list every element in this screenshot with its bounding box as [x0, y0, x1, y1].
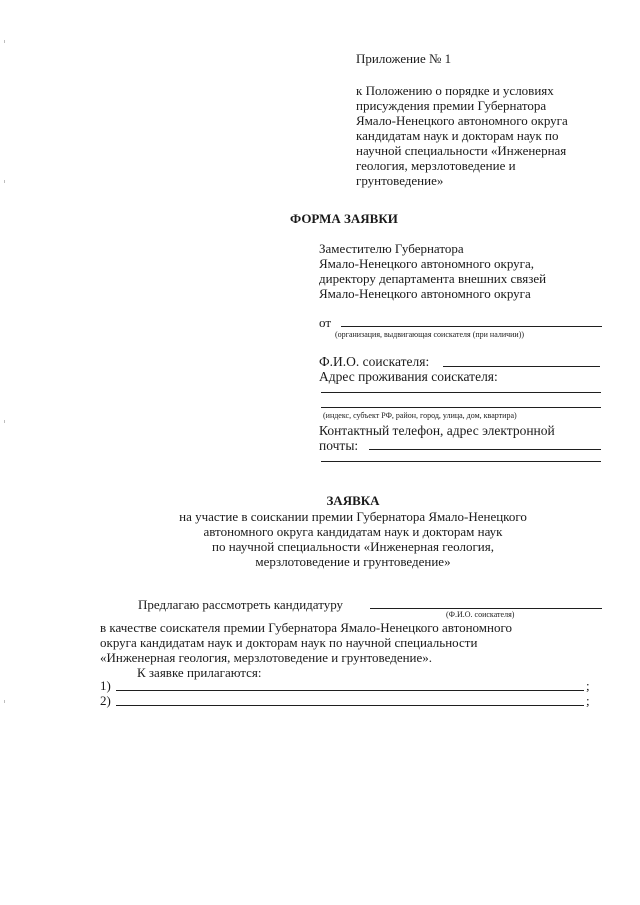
body-paragraph-line: «Инженерная геология, мерзлотоведение и грунтоведение». [100, 650, 433, 665]
body-paragraph-line: округа кандидатам наук и докторам наук по научной специальности [100, 635, 478, 650]
from-hint: (организация, выдвигающая соискателя (при наличии)) [335, 330, 525, 339]
address-field-line[interactable] [321, 407, 601, 408]
applicant-name-field-line[interactable] [443, 366, 600, 367]
application-title: ЗАЯВКА [326, 493, 380, 508]
contact-label: Контактный телефон, адрес электронной [319, 423, 555, 438]
addressee-line: Заместителю Губернатора [319, 241, 464, 256]
addressee-line: Ямало-Ненецкого автономного округа [319, 286, 531, 301]
from-field-line[interactable] [341, 326, 602, 327]
body-paragraph-line: в качестве соискателя премии Губернатора Ямало-Ненецкого автономного [100, 620, 513, 635]
attachment-number: 1) [100, 678, 111, 693]
contact-field-line[interactable] [369, 449, 601, 450]
application-subtitle-line: на участие в соискании премии Губернатора Ямало-Ненецкого [179, 509, 527, 524]
appendix-line: кандидатам наук и докторам наук по [356, 128, 559, 143]
scan-edge-mark [4, 180, 5, 183]
attachment-end: ; [586, 678, 590, 693]
candidate-name-field-line[interactable] [370, 608, 602, 609]
scan-edge-mark [4, 420, 5, 423]
contact-field-line[interactable] [321, 461, 601, 462]
applicant-name-label: Ф.И.О. соискателя: [319, 354, 430, 369]
addressee-line: Ямало-Ненецкого автономного округа, [319, 256, 535, 271]
appendix-line: научной специальности «Инженерная [356, 143, 567, 158]
attachment-field-line[interactable] [116, 690, 584, 691]
application-subtitle-line: по научной специальности «Инженерная геология, [211, 539, 494, 554]
address-hint: (индекс, субъект РФ, район, город, улица, дом, квартира) [323, 411, 517, 420]
appendix-line: Ямало-Ненецкого автономного округа [356, 113, 568, 128]
address-field-line[interactable] [321, 392, 601, 393]
from-label: от [319, 315, 332, 330]
application-subtitle-line: автономного округа кандидатам наук и докторам наук [203, 524, 503, 539]
attachment-end: ; [586, 693, 590, 708]
scan-edge-mark [4, 40, 5, 43]
candidate-name-hint: (Ф.И.О. соискателя) [446, 610, 515, 619]
attachment-field-line[interactable] [116, 705, 584, 706]
addressee-line: директору департамента внешних связей [319, 271, 547, 286]
propose-text: Предлагаю рассмотреть кандидатуру [138, 597, 344, 612]
contact-label: почты: [319, 438, 359, 453]
attachment-number: 2) [100, 693, 111, 708]
appendix-line: геология, мерзлотоведение и [356, 158, 516, 173]
form-title: ФОРМА ЗАЯВКИ [290, 211, 398, 226]
scan-edge-mark [4, 700, 5, 703]
attachments-intro: К заявке прилагаются: [137, 665, 262, 680]
address-label: Адрес проживания соискателя: [319, 369, 498, 384]
appendix-line: грунтоведение» [356, 173, 444, 188]
application-subtitle-line: мерзлотоведение и грунтоведение» [255, 554, 451, 569]
appendix-line: к Положению о порядке и условиях [356, 83, 554, 98]
appendix-line: присуждения премии Губернатора [356, 98, 547, 113]
appendix-title: Приложение № 1 [356, 51, 452, 66]
